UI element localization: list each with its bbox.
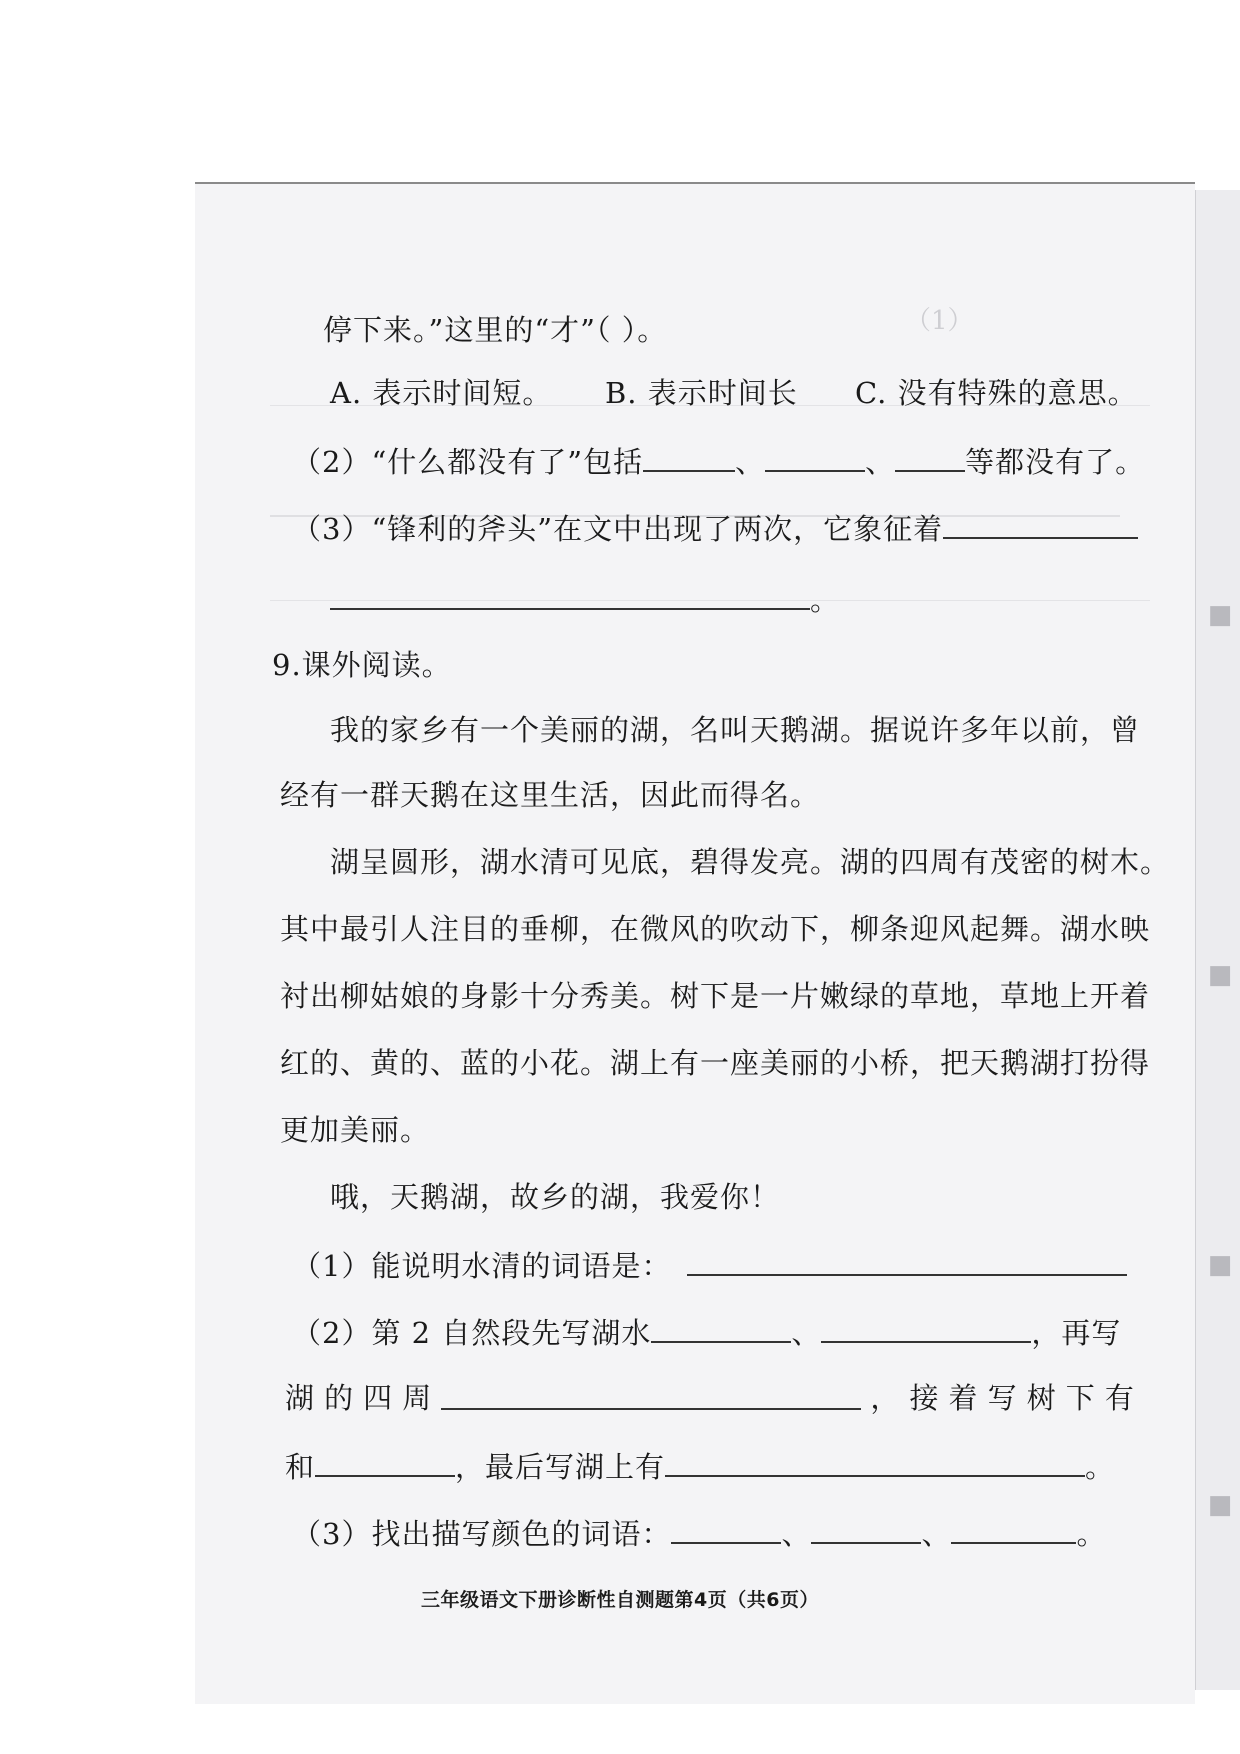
q8-sub2-prefix: （2）“什么都没有了”包括	[292, 445, 644, 479]
q9-sub2-line1	[292, 1311, 1121, 1353]
q9-sub2-char: 湖	[285, 1381, 316, 1415]
q8-sub3-end: 。	[810, 583, 841, 617]
q9-sub2-char: 四	[363, 1381, 394, 1415]
q9-sub2-char: 的	[324, 1381, 355, 1415]
q8-sub2-blank-1[interactable]	[643, 440, 735, 472]
side-binding-strip	[1195, 190, 1240, 1690]
q9-sub2-line2	[285, 1378, 1135, 1418]
q9-sub2-line3-b: ，最后写湖上有	[455, 1450, 666, 1484]
passage-line: 红的、黄的、蓝的小花。湖上有一座美丽的小桥，把天鹅湖打扮得	[280, 1046, 1151, 1080]
q9-sub1-blank[interactable]	[687, 1244, 1127, 1276]
q8-sub3-blank-1[interactable]	[943, 507, 1138, 539]
q9-sub3	[292, 1512, 1107, 1554]
page-footer: 三年级语文下册诊断性自测题第4页（共6页）	[421, 1589, 819, 1611]
side-seal-mark: ■	[1205, 1490, 1235, 1520]
q9-sub2-line3	[285, 1445, 1115, 1487]
q9-sub2-char: 有	[1104, 1381, 1135, 1415]
q8-sub3	[292, 507, 1138, 549]
q9-sub2-char: 着	[948, 1381, 979, 1415]
q9-sub3-sep2: 、	[921, 1517, 952, 1551]
q9-sub2-line1-sep: 、	[791, 1316, 822, 1350]
q9-sub2-blank-5[interactable]	[665, 1445, 1085, 1477]
passage-line: 衬出柳姑娘的身影十分秀美。树下是一片嫩绿的草地，草地上开着	[280, 979, 1151, 1013]
q8-sub2-sep2: 、	[865, 445, 896, 479]
q8-stem-end: 停下来。”这里的“才”（ ）。	[323, 313, 668, 347]
q8-option-c: C. 没有特殊的意思。	[855, 376, 1138, 410]
q9-sub3-text: （3）找出描写颜色的词语：	[292, 1517, 672, 1551]
q9-sub2-char: ，	[870, 1381, 901, 1415]
q9-sub2-blank-4[interactable]	[315, 1445, 455, 1477]
q9-sub2-blank-2[interactable]	[821, 1311, 1031, 1343]
passage-line: 湖呈圆形，湖水清可见底，碧得发亮。湖的四周有茂密的树木。	[330, 845, 1171, 879]
passage-line: 经有一群天鹅在这里生活，因此而得名。	[280, 778, 821, 812]
q9-sub2-char: 写	[987, 1381, 1018, 1415]
q8-sub2-blank-2[interactable]	[765, 440, 865, 472]
q8-option-a: A. 表示时间短。	[330, 376, 553, 410]
q9-sub2-line1-b: ，再写	[1031, 1316, 1122, 1350]
side-seal-mark: ■	[1205, 1250, 1235, 1280]
q9-sub2-line3-a: 和	[285, 1450, 316, 1484]
q9-sub3-blank-2[interactable]	[811, 1512, 921, 1544]
q8-sub3-text: （3）“锋利的斧头”在文中出现了两次，它象征着	[292, 512, 944, 546]
q9-title: 9.课外阅读。	[272, 648, 452, 682]
q8-sub2-suffix: 等都没有了。	[965, 445, 1146, 479]
q9-sub2-char: 周	[402, 1381, 433, 1415]
q9-sub3-sep1: 、	[781, 1517, 812, 1551]
q8-option-b: B. 表示时间长	[605, 376, 798, 410]
q8-sub2	[292, 440, 1145, 482]
q9-sub1	[292, 1244, 1127, 1286]
q9-sub3-blank-1[interactable]	[671, 1512, 781, 1544]
q9-sub3-blank-3[interactable]	[951, 1512, 1076, 1544]
q9-sub2-blank-3[interactable]	[441, 1378, 861, 1410]
passage-line: 更加美丽。	[280, 1113, 431, 1147]
q8-sub3-blank-2[interactable]	[330, 578, 810, 610]
bleed-through-mark: （1）	[905, 306, 974, 336]
passage-line: 我的家乡有一个美丽的湖，名叫天鹅湖。据说许多年以前，曾	[330, 713, 1141, 747]
q8-sub3-cont	[330, 578, 840, 620]
q8-sub2-sep1: 、	[735, 445, 766, 479]
q9-sub3-end: 。	[1076, 1517, 1107, 1551]
q9-sub2-line3-end: 。	[1085, 1450, 1116, 1484]
passage-line: 哦，天鹅湖，故乡的湖，我爱你！	[330, 1180, 781, 1214]
q9-sub2-char: 树	[1026, 1381, 1057, 1415]
side-seal-mark: ■	[1205, 600, 1235, 630]
side-seal-mark: ■	[1205, 960, 1235, 990]
q9-sub2-char: 下	[1065, 1381, 1096, 1415]
q8-sub2-blank-3[interactable]	[895, 440, 965, 472]
q9-sub1-text: （1）能说明水清的词语是：	[292, 1249, 672, 1283]
passage-line: 其中最引人注目的垂柳，在微风的吹动下，柳条迎风起舞。湖水映	[280, 912, 1151, 946]
q9-sub2-blank-1[interactable]	[651, 1311, 791, 1343]
q9-sub2-char: 接	[909, 1381, 940, 1415]
q9-sub2-line1-a: （2）第 2 自然段先写湖水	[292, 1316, 652, 1350]
